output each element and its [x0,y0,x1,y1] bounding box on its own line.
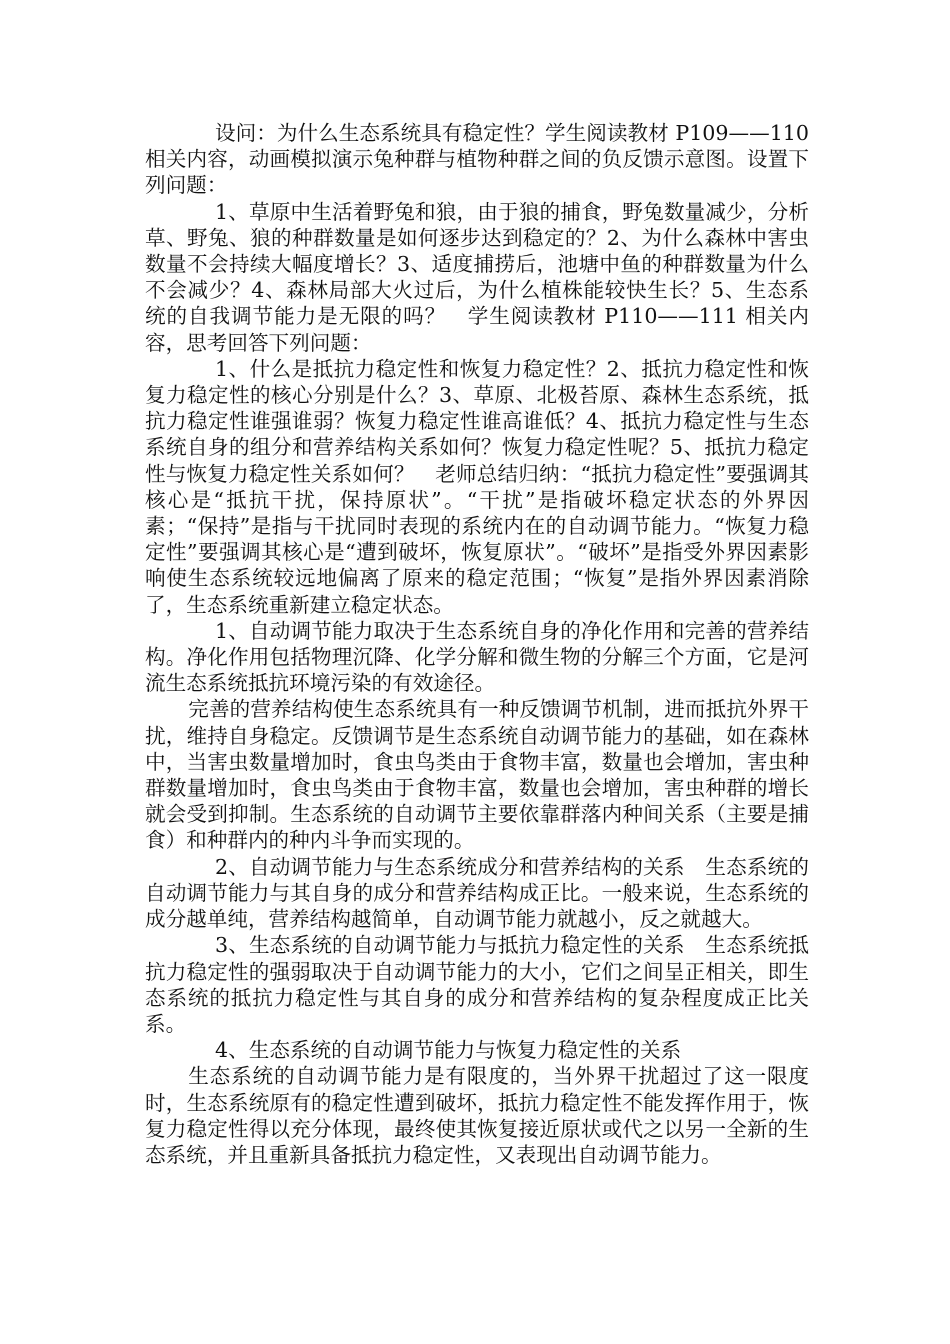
paragraph-question-intro: 设问：为什么生态系统具有稳定性？学生阅读教材 P109——110 相关内容，动画模拟演示兔种群与植物种群之间的负反馈示意图。设置下列问题： [145,121,809,198]
paragraph-questions-set-2: 1、什么是抵抗力稳定性和恢复力稳定性？2、抵抗力稳定性和恢复力稳定性的核心分别是什么？3、草原、北极苔原、森林生态系统，抵抗力稳定性谁强谁弱？恢复力稳定性谁高谁低？4、抵抗力稳定性与生态系统自身的组分和营养结构关系如何？恢复力稳定性呢？5、抵抗力稳定性与恢复力稳定性关系如何？ 老师总结归纳：“抵抗力稳定性”要强调其核心是“抵抗干扰，保持原状”。“干扰”是指破坏稳定状态的外界因素；“保持”是指与干扰同时表现的系统内在的自动调节能力。“恢复力稳定性”要强调其核心是“遭到破坏，恢复原状”。“破坏”是指受外界因素影响使生态系统较远地偏离了原来的稳定范围；“恢复”是指外界因素消除了，生态系统重新建立稳定状态。 [145,356,809,617]
paragraph-point-4-heading: 4、生态系统的自动调节能力与恢复力稳定性的关系 [215,1038,682,1063]
document-body [145,120,809,1168]
paragraph-point-1: 1、自动调节能力取决于生态系统自身的净化作用和完善的营养结构。净化作用包括物理沉降、化学分解和微生物的分解三个方面，它是河流生态系统抵抗环境污染的有效途径。 [145,618,809,696]
paragraph-questions-set-1: 1、草原中生活着野兔和狼，由于狼的捕食，野兔数量减少，分析草、野兔、狼的种群数量是如何逐步达到稳定的？2、为什么森林中害虫数量不会持续大幅度增长？3、适度捕捞后，池塘中鱼的种群数量为什么不会减少？4、森林局部大火过后，为什么植株能较快生长？5、生态系统的自我调节能力是无限的吗？ 学生阅读教材 P110——111 相关内容，思考回答下列问题： [145,199,809,355]
paragraph-feedback-mechanism: 完善的营养结构使生态系统具有一种反馈调节机制，进而抵抗外界干扰，维持自身稳定。反馈调节是生态系统自动调节能力的基础，如在森林中，当害虫数量增加时，食虫鸟类由于食物丰富，数量也会增加，害虫种群数量增加时，食虫鸟类由于食物丰富，数量也会增加，害虫种群的增长就会受到抑制。生态系统的自动调节主要依靠群落内种间关系（主要是捕食）和种群内的种内斗争而实现的。 [145,697,809,853]
paragraph-point-2: 2、自动调节能力与生态系统成分和营养结构的关系 生态系统的自动调节能力与其自身的成分和营养结构成正比。一般来说，生态系统的成分越单纯，营养结构越简单，自动调节能力就越小，反之就越大。 [145,854,809,932]
paragraph-point-4-body: 生态系统的自动调节能力是有限度的，当外界干扰超过了这一限度时，生态系统原有的稳定性遭到破坏，抵抗力稳定性不能发挥作用于，恢复力稳定性得以充分体现，最终使其恢复接近原状或代之以另一全新的生态系统，并且重新具备抵抗力稳定性，又表现出自动调节能力。 [145,1064,809,1167]
paragraph-point-3: 3、生态系统的自动调节能力与抵抗力稳定性的关系 生态系统抵抗力稳定性的强弱取决于自动调节能力的大小，它们之间呈正相关，即生态系统的抵抗力稳定性与其自身的成分和营养结构的复杂程度成正比关系。 [145,933,809,1036]
